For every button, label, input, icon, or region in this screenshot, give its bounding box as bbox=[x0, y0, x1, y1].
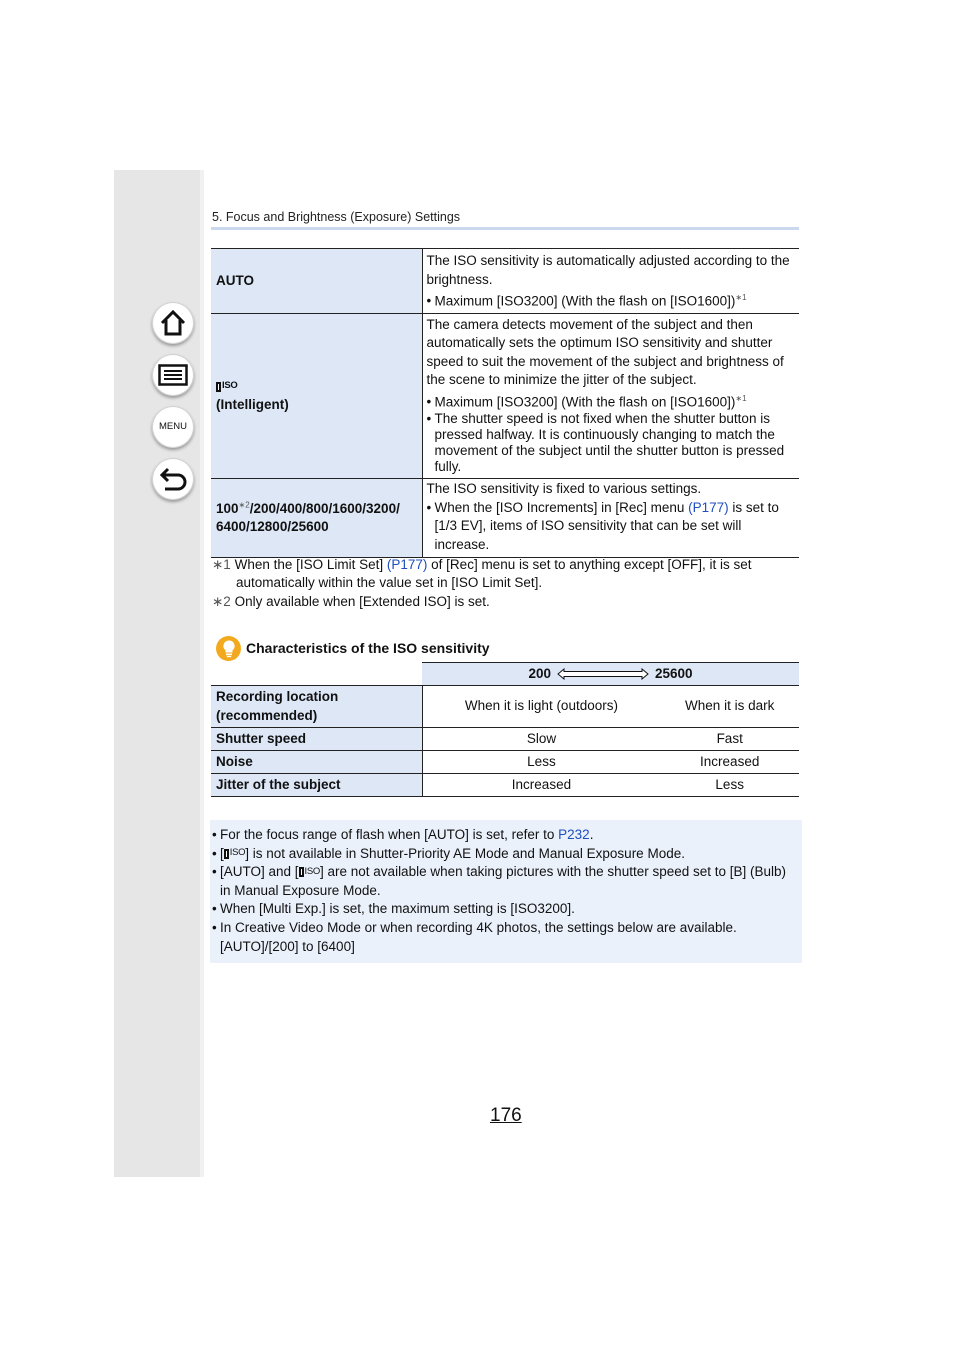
intelligent-text: (Intelligent) bbox=[216, 397, 289, 413]
sidebar-edge bbox=[200, 170, 204, 1177]
footnote-ref: ∗1 bbox=[735, 393, 747, 403]
intelligent-iso-icon: ISO bbox=[224, 848, 245, 860]
table-row bbox=[211, 751, 799, 774]
table-row bbox=[211, 728, 799, 751]
cell-low: Slow bbox=[422, 728, 660, 751]
home-button[interactable] bbox=[152, 302, 194, 344]
cell-low: When it is light (outdoors) bbox=[422, 686, 660, 728]
cell-low: Increased bbox=[422, 774, 660, 797]
menu-icon: MENU bbox=[159, 420, 187, 432]
header-rule bbox=[211, 227, 799, 230]
setting-auto-desc bbox=[422, 249, 799, 314]
table-row bbox=[211, 479, 799, 558]
setting-fixed-desc bbox=[422, 479, 799, 558]
row-label: Jitter of the subject bbox=[211, 774, 422, 797]
cell-low: Less bbox=[422, 751, 660, 774]
table-row bbox=[211, 249, 799, 314]
list-item: • For the focus range of flash when [AUTO] is set, refer to P232. bbox=[212, 827, 594, 842]
footnote-ref: ∗1 bbox=[735, 293, 747, 302]
table-row bbox=[211, 686, 799, 728]
setting-auto-label: AUTO bbox=[211, 249, 422, 314]
section-header: 5. Focus and Brightness (Exposure) Settings bbox=[212, 210, 461, 224]
list-item: • Maximum [ISO3200] (With the flash on [ISO1600])$^{∗1}$ bbox=[426, 293, 747, 309]
iso-range-header bbox=[422, 663, 799, 686]
list-item: • The shutter speed is not fixed when the shutter button is pressed halfway. It is continuously changing to match the movement of the subject until the shutter button is pressed fully. bbox=[427, 411, 796, 475]
row-label: Noise bbox=[211, 751, 422, 774]
back-arrow-icon bbox=[159, 466, 187, 492]
intelligent-iso-icon: ISO bbox=[216, 381, 237, 393]
footnote-ref: ∗2 bbox=[238, 500, 250, 510]
notes-box bbox=[210, 820, 802, 963]
contents-button[interactable] bbox=[152, 354, 194, 396]
row-label: Shutter speed bbox=[211, 728, 422, 751]
table-header-row bbox=[211, 663, 799, 686]
characteristics-title: Characteristics of the ISO sensitivity bbox=[246, 640, 490, 657]
iso-settings-table bbox=[211, 248, 799, 558]
list-item: • [AUTO] and [ ISO ] are not available when taking pictures with the shutter speed set to [B] (Bulb) in Manual Exposure Mode. bbox=[212, 864, 787, 898]
setting-intelligent-desc bbox=[422, 313, 799, 479]
iso-low-label: 200 bbox=[528, 665, 551, 681]
intelligent-max-text: Maximum [ISO3200] (With the flash on [ISO1600]) bbox=[434, 394, 736, 410]
page-link-p177[interactable]: (P177) bbox=[386, 557, 428, 572]
cell-high: When it is dark bbox=[660, 686, 799, 728]
table-row bbox=[211, 774, 799, 797]
page-link-p177[interactable]: (P177) bbox=[688, 499, 729, 515]
contents-list-icon bbox=[158, 364, 188, 386]
cell-high: Less bbox=[660, 774, 799, 797]
auto-max-text: Maximum [ISO3200] (With the flash on [ISO1600]) bbox=[434, 293, 736, 309]
characteristics-heading bbox=[216, 636, 490, 661]
cell-high: Fast bbox=[660, 728, 799, 751]
tip-bulb-icon bbox=[216, 636, 241, 661]
double-arrow-icon bbox=[557, 668, 649, 680]
auto-desc-text: The ISO sensitivity is automatically adjusted according to the brightness. bbox=[426, 253, 790, 287]
list-item: • In Creative Video Mode or when recording 4K photos, the settings below are available. [AUTO]/[200] to [6400] bbox=[212, 919, 737, 954]
page-number: 176 bbox=[490, 1105, 522, 1126]
home-icon bbox=[159, 309, 187, 337]
fixed-desc-text: The ISO sensitivity is fixed to various settings. bbox=[426, 481, 702, 497]
footnote-2: ∗2 Only available when [Extended ISO] is set. bbox=[212, 594, 490, 609]
row-label: Recording location (recommended) bbox=[211, 686, 422, 728]
footnote-1: ∗1 When the [ISO Limit Set] (P177) of [Rec] menu is set to anything except [OFF], it is set automatically within the value set in [ISO Limit Set]. bbox=[212, 557, 752, 590]
list-item: • Maximum [ISO3200] (With the flash on [ISO1600])$^{∗1}$ bbox=[426, 393, 747, 410]
iso-high-label: 25600 bbox=[654, 665, 693, 681]
intelligent-desc-text: The camera detects movement of the subject and then automatically sets the optimum ISO sensitivity and shutter speed to suit the movement of the subject and brightness of the scene to minimize the jitter of the subject. bbox=[426, 316, 784, 388]
intelligent-iso-icon: ISO bbox=[299, 866, 320, 878]
intelligent-shutter-text: The shutter speed is not fixed when the shutter button is pressed halfway. It is continuously changing to match the movement of the subject until the shutter button is pressed fully. bbox=[434, 411, 785, 475]
setting-fixed-label: $100^{∗2}/200/400/800/1600/3200/$ 6400/12800/25600 bbox=[211, 479, 422, 558]
iso-characteristics-table bbox=[211, 662, 799, 797]
list-item: • When the [ISO Increments] in [Rec] menu (P177) is set to [1/3 EV], items of ISO sensitivity that can be set will increase. bbox=[426, 499, 779, 552]
list-item: • [ ISO ] is not available in Shutter-Priority AE Mode and Manual Exposure Mode. bbox=[212, 845, 685, 861]
list-item: • When [Multi Exp.] is set, the maximum setting is [ISO3200]. bbox=[212, 901, 575, 917]
menu-button[interactable] bbox=[152, 406, 194, 448]
table-row bbox=[211, 313, 799, 479]
cell-high: Increased bbox=[660, 751, 799, 774]
header-blank-cell bbox=[211, 663, 422, 686]
back-button[interactable] bbox=[152, 458, 194, 500]
page-link-p232[interactable]: P232 bbox=[558, 827, 590, 842]
setting-intelligent-label bbox=[211, 313, 422, 479]
